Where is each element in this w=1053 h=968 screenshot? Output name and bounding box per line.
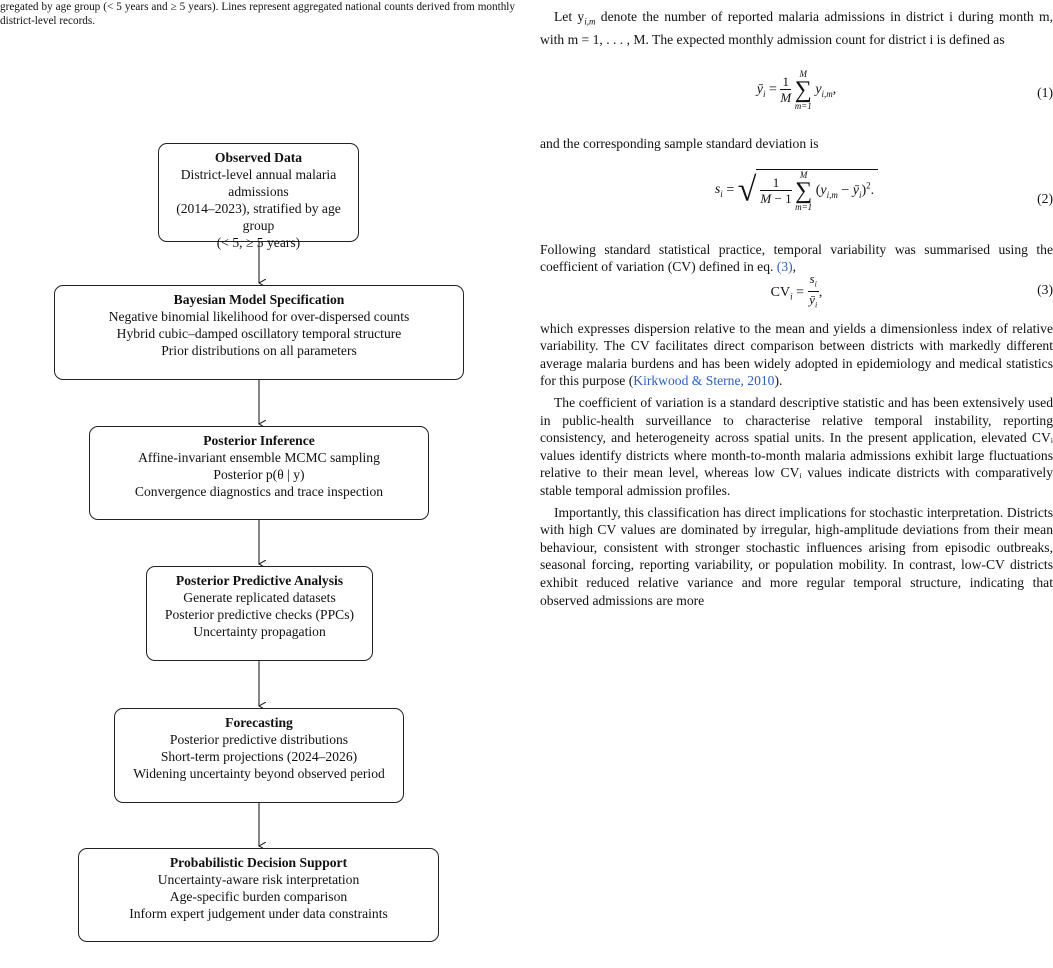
flow-box-line: Negative binomial likelihood for over-dispersed counts [108,309,410,324]
flow-box-title: Bayesian Model Specification [173,292,345,307]
flow-box-line: Hybrid cubic–damped oscillatory temporal structure [116,326,402,341]
flow-box-line: Short-term projections (2024–2026) [160,749,358,764]
flow-box-line: Uncertainty propagation [193,624,326,639]
equation-1-body: $ȳ_i$ = $\frac{1}{M}$ M ∑ m=1 $y_{i,m}$, [756,68,837,111]
flow-box-decision-support [78,848,439,942]
equation-2-body: $s_i$ = √ $\frac{1}{M - 1}$ M ∑ m=1 ($y_{i,m}$ − $ȳ_i)^2$. [540,169,1053,212]
citation-link[interactable]: Kirkwood & Sterne, 2010 [633,373,775,389]
flow-box-forecasting [114,708,404,803]
equation-3-number: (3) [1037,281,1053,297]
figure-caption: gregated by age group (< 5 years and ≥ 5 years). Lines represent aggregated national counts derived from monthly district-level records. [0,1,515,27]
flow-box-line: (2014–2023), stratified by age group [176,201,341,233]
flow-box-posterior-inference [89,426,429,520]
flow-box-line: Posterior p(θ | y) [213,467,305,482]
flow-box-line: (< 5, ≥ 5 years) [216,235,301,250]
left-column [0,0,515,968]
paragraph-stochastic: Importantly, this classification has direct implications for stochastic interpretation. Districts with high CV values are dominated by irregular, high-amplitude deviations from their mean behaviour, consistent with stronger stochastic influences arising from episodic outbreaks, seasonal forcing, reporting variability, or population mobility. In contrast, low-CV districts exhibit reduced relative variance and more regular temporal structure, indicating that observed admissions are more [540,504,1053,608]
flow-box-title: Observed Data [214,150,303,165]
flow-box-line: Posterior predictive checks (PPCs) [164,607,355,622]
paragraph-definition: Let $y_{i,m}$ denote the number of reported malaria admissions in district i during month m, with m = 1, . . . , M. The expected monthly admission count for district i is defined as [540,9,1053,48]
flow-box-title: Posterior Inference [203,433,315,448]
equation-1-number: (1) [1037,84,1053,100]
flow-box-line: Posterior predictive distributions [169,732,349,747]
flow-box-line: Affine-invariant ensemble MCMC sampling [138,450,380,465]
equation-2 [540,165,1053,233]
flow-box-line: Widening uncertainty beyond observed period [133,766,385,781]
equation-1 [540,65,1053,123]
flow-box-line: Uncertainty-aware risk interpretation [157,872,360,887]
flow-box-line: Convergence diagnostics and trace inspection [134,484,384,499]
right-column [540,0,1053,968]
equation-2-number: (2) [1037,190,1053,206]
paragraph-std-intro: and the corresponding sample standard deviation is [540,135,819,151]
flow-box-line: District-level annual malaria admissions [180,167,337,199]
paragraph-cv-usage: The coefficient of variation is a standard descriptive statistic and has been extensively used in public-health surveillance to characterise relative temporal instability, reporting consistency, and heterogeneity across spatial units. In the present application, elevated CVᵢ values identify districts where month-to-month malaria admissions exhibit large fluctuations relative to their mean level, whereas low CVᵢ values indicate districts with comparatively stable temporal admission profiles. [540,395,1053,499]
flow-box-title: Forecasting [225,715,293,730]
flow-box-line: Prior distributions on all parameters [161,343,357,358]
flow-box-model-specification [54,285,464,380]
paragraph-cv-intro: Following standard statistical practice, temporal variability was summarised using the coefficient of variation (CV) defined in eq. (3), [540,241,1053,275]
equation-3-body: $CV_i$ = $\frac{s_i}{ȳ_i}$ , [770,270,823,310]
flow-box-title: Posterior Predictive Analysis [175,573,344,588]
flow-box-observed-data [158,143,359,250]
flow-box-predictive-analysis [146,566,373,661]
eq-ref-link[interactable]: (3) [776,259,793,275]
paragraph-cv-explanation: which expresses dispersion relative to the mean and yields a dimensionless index of relative variability. The CV facilitates direct comparison between districts with markedly different average malaria burdens and has been widely adopted in epidemiology and medical statistics for this purpose (Kirkwood & Sterne, 2010). [540,320,1053,389]
flow-box-line: Inform expert judgement under data constraints [129,906,388,921]
flow-box-title: Probabilistic Decision Support [169,855,348,870]
flow-box-line: Generate replicated datasets [183,590,336,605]
equation-3 [540,270,1053,316]
flow-box-line: Age-specific burden comparison [169,889,348,904]
